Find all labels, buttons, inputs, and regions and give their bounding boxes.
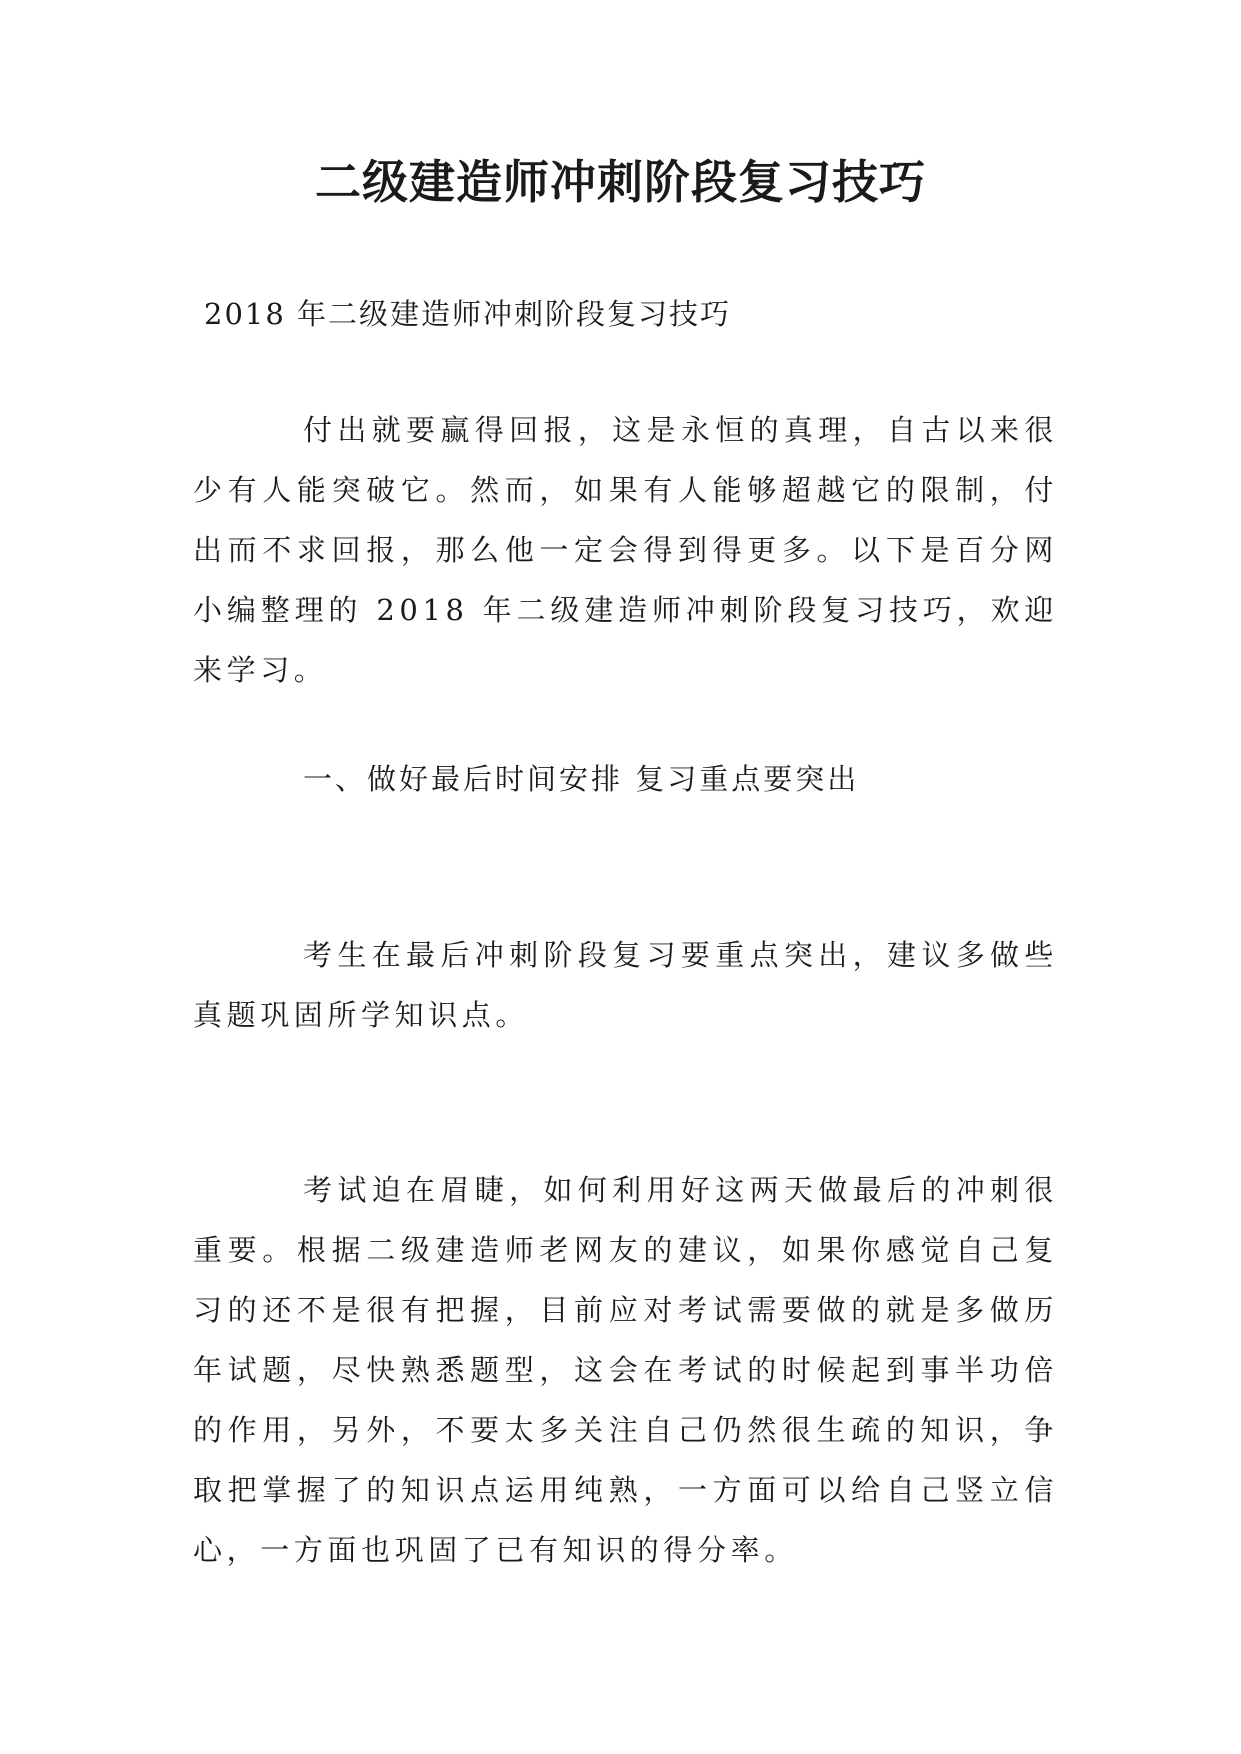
document-subtitle: 2018 年二级建造师冲刺阶段复习技巧: [204, 297, 732, 331]
intro-paragraph: 付出就要赢得回报，这是永恒的真理，自古以来很少有人能突破它。然而，如果有人能够超越它的限制，付出而不求回报，那么他一定会得到得更多。以下是百分网小编整理的 2018 年二级建造师冲刺阶段复习技巧，欢迎来学习。: [193, 413, 1058, 687]
section-paragraph: 考试迫在眉睫，如何利用好这两天做最后的冲刺很重要。根据二级建造师老网友的建议，如果你感觉自己复习的还不是很有把握，目前应对考试需要做的就是多做历年试题，尽快熟悉题型，这会在考试的时候起到事半功倍的作用，另外，不要太多关注自己仍然很生疏的知识，争取把掌握了的知识点运用纯熟，一方面可以给自己竖立信心，一方面也巩固了已有知识的得分率。: [193, 1173, 1058, 1567]
document-title: 二级建造师冲刺阶段复习技巧: [315, 155, 926, 209]
section-paragraph: 考生在最后冲刺阶段复习要重点突出，建议多做些真题巩固所学知识点。: [193, 938, 1058, 1032]
section-heading: 一、做好最后时间安排 复习重点要突出: [303, 762, 860, 796]
